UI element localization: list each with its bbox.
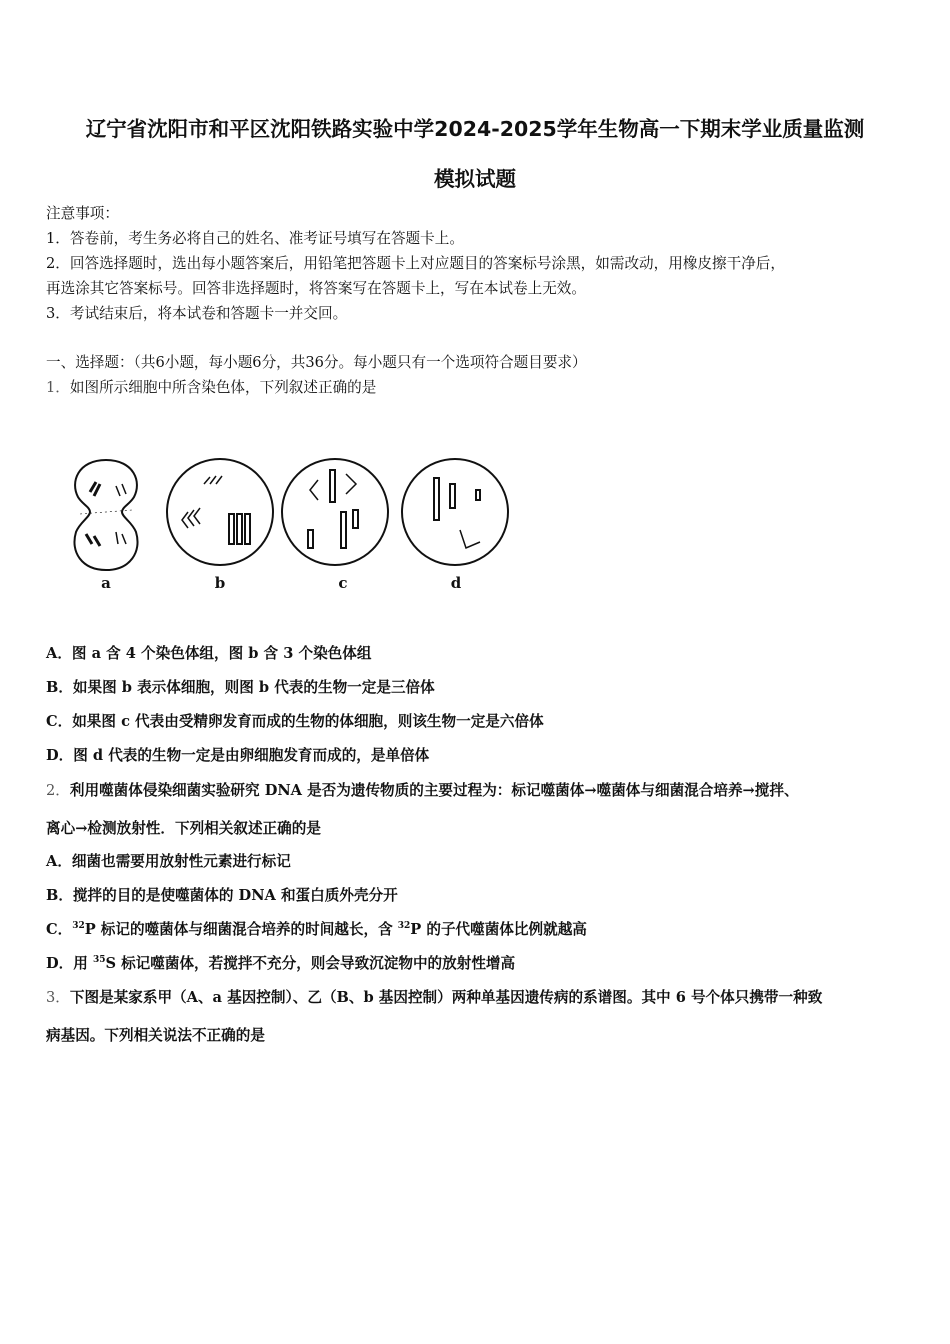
- exam-title-line2: 模拟试题: [434, 167, 516, 191]
- notice-item-2a: 2．回答选择题时，选出每小题答案后，用铅笔把答题卡上对应题目的答案标号涂黑，如需改动，用橡皮擦干净后，: [46, 255, 785, 272]
- notice-item-3: 3．考试结束后，将本试卷和答题卡一并交回。: [46, 305, 348, 322]
- cell-a-label: a: [101, 574, 111, 592]
- q2-option-c-prefix: C．: [46, 921, 73, 938]
- chromosome-cells-figure: [60, 452, 520, 602]
- notice-heading: 注意事项：: [46, 205, 119, 222]
- q2-option-c: [46, 918, 587, 939]
- q1-option-d: D．图 d 代表的生物一定是由卵细胞发育而成的，是单倍体: [46, 747, 430, 764]
- q2-option-b: B．搅拌的目的是使噬菌体的 DNA 和蛋白质外壳分开: [46, 887, 398, 904]
- cell-c-label: c: [338, 574, 348, 592]
- question-2-text-a: 利用噬菌体侵染细菌实验研究 DNA 是否为遗传物质的主要过程为：标记噬菌体→噬菌体与细菌混合培养→搅拌、: [69, 782, 799, 799]
- q1-option-a: A．图 a 含 4 个染色体组，图 b 含 3 个染色体组: [46, 645, 372, 662]
- question-2-number: 2．: [46, 782, 70, 799]
- question-1-text: 如图所示细胞中所含染色体，下列叙述正确的是: [69, 379, 377, 396]
- isotope-mass-32b: 32: [397, 921, 411, 932]
- q2-option-a: A．细菌也需要用放射性元素进行标记: [46, 853, 291, 870]
- q2-option-d: [46, 952, 515, 973]
- cell-b: [167, 459, 273, 565]
- isotope-mass-32: 32: [72, 921, 85, 932]
- question-2-stem-b: 离心→检测放射性．下列相关叙述正确的是: [46, 820, 321, 837]
- q2-option-d-post: S 标记噬菌体，若搅拌不充分，则会导致沉淀物中的放射性增高: [105, 955, 516, 972]
- notice-item-2b: 再选涂其它答案标号。回答非选择题时，将答案写在答题卡上，写在本试卷上无效。: [46, 280, 586, 297]
- cell-d-label: d: [450, 574, 462, 592]
- q2-option-c-mid: P 标记的噬菌体与细菌混合培养的时间越长，含: [84, 921, 398, 938]
- q2-option-c-post: P 的子代噬菌体比例就越高: [410, 921, 587, 938]
- section-heading: 一、选择题：（共6小题，每小题6分，共36分。每小题只有一个选项符合题目要求）: [46, 354, 587, 371]
- notice-item-1: 1．答卷前，考生务必将自己的姓名、准考证号填写在答题卡上。: [46, 230, 464, 247]
- isotope-mass-35: 35: [92, 955, 106, 966]
- cell-c: [282, 459, 388, 565]
- question-1-number: 1．: [46, 379, 70, 396]
- exam-title-line1: 辽宁省沈阳市和平区沈阳铁路实验中学2024-2025学年生物高一下期末学业质量监测: [85, 117, 865, 141]
- question-2-stem-a: [46, 779, 799, 800]
- cell-d: [402, 459, 508, 565]
- question-3-stem-b: 病基因。下列相关说法不正确的是: [46, 1027, 265, 1044]
- question-3-text-a: 下图是某家系甲（A、a 基因控制）、乙（B、b 基因控制）两种单基因遗传病的系谱图。其中 6 号个体只携带一种致: [69, 989, 823, 1006]
- q1-option-b: B．如果图 b 表示体细胞，则图 b 代表的生物一定是三倍体: [46, 679, 435, 696]
- question-3-stem-a: [46, 986, 822, 1007]
- question-3-number: 3．: [46, 989, 70, 1006]
- q1-option-c: C．如果图 c 代表由受精卵发育而成的生物的体细胞，则该生物一定是六倍体: [46, 713, 544, 730]
- q2-option-d-prefix: D．用: [46, 955, 93, 972]
- cell-a: [74, 460, 137, 570]
- cell-b-label: b: [214, 574, 226, 592]
- question-1-stem: [46, 376, 376, 397]
